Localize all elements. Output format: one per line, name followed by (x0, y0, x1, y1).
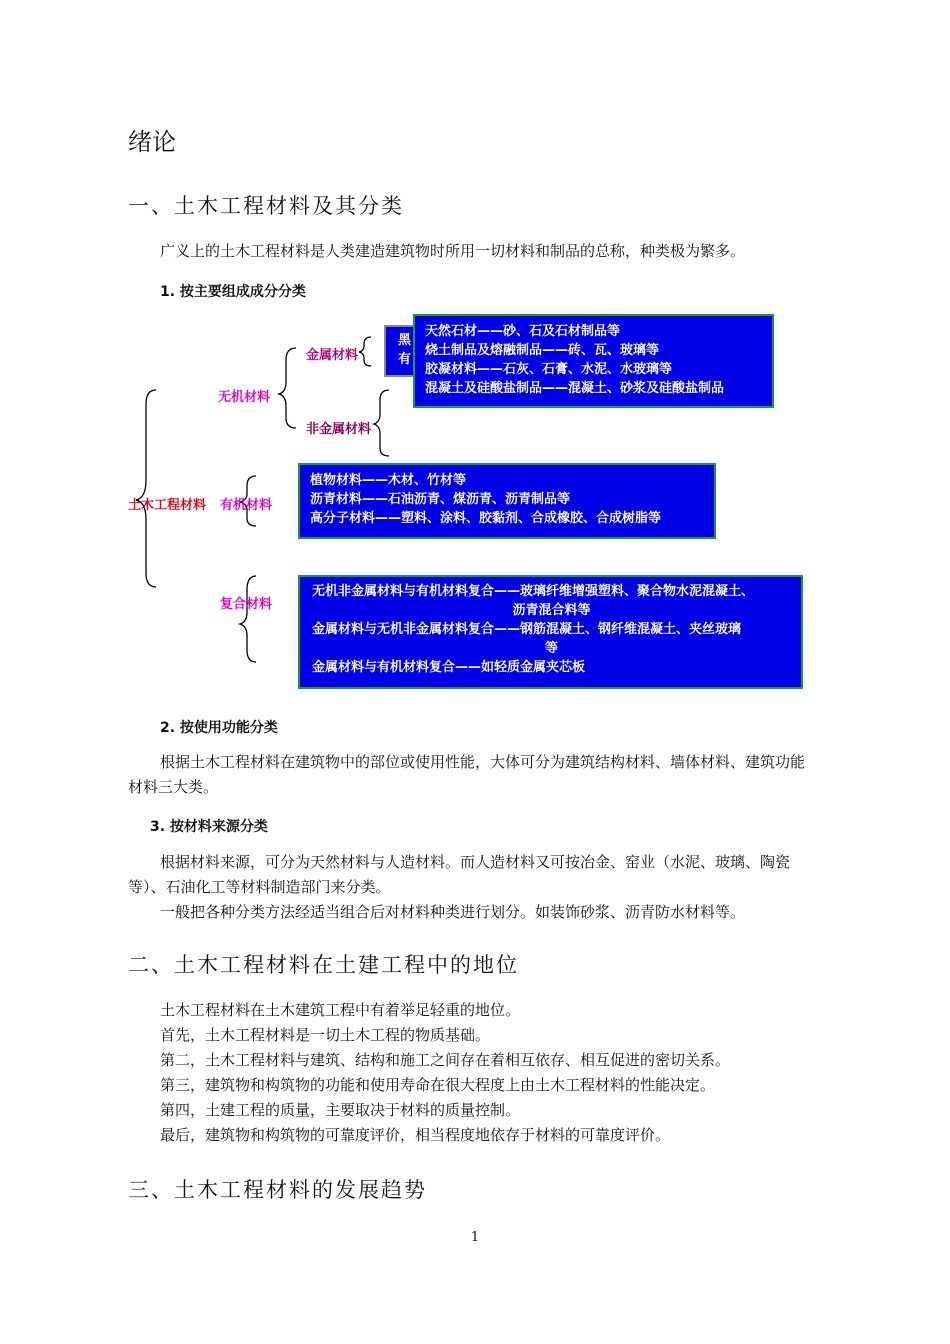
inorganic-brace (279, 348, 296, 428)
box-item: 天然石材——砂、石及石材制品等 (425, 324, 621, 339)
page-number: 1 (470, 1230, 480, 1245)
label-metal: 金属材料 (306, 348, 359, 363)
label-inorganic: 无机材料 (218, 390, 271, 405)
source-paragraph: 根据材料来源，可分为天然材料与人造材料。而人造材料又可按冶金、窑业（水泥、玻璃、陶瓷等）、石油化工等材料制造部门来分类。 (128, 853, 791, 896)
label-civil-materials: 土木工程材料 (128, 498, 207, 513)
box-item: 金属材料与无机非金属材料复合——钢筋混凝土、钢纤维混凝土、夹丝玻璃 (312, 622, 742, 637)
metal-type-item: 有 (398, 352, 412, 367)
section-2-heading: 二、土木工程材料在土建工程中的地位 (128, 953, 519, 977)
box-item: 金属材料与有机材料复合——如轻质金属夹芯板 (312, 660, 586, 675)
function-paragraph: 根据土木工程材料在建筑物中的部位或使用性能，大体可分为建筑结构材料、墙体材料、建筑功能材料三大类。 (128, 753, 806, 796)
subheading-composition: 1. 按主要组成成分分类 (160, 284, 306, 300)
metal-brace (359, 337, 371, 366)
body-line: 第二，土木工程材料与建筑、结构和施工之间存在着相互依存、相互促进的密切关系。 (160, 1051, 731, 1069)
label-nonmetal: 非金属材料 (306, 422, 372, 437)
organic-materials-box (298, 463, 716, 539)
composite-materials-box (298, 575, 803, 689)
section-1-intro: 广义上的土木工程材料是人类建造建筑物时所用一切材料和制品的总称，种类极为繁多。 (160, 242, 746, 260)
page-title: 绪论 (128, 128, 176, 156)
section-3-heading: 三、土木工程材料的发展趋势 (128, 1178, 427, 1202)
root-brace (136, 390, 156, 587)
body-line: 土木工程材料在土木建筑工程中有着举足轻重的地位。 (160, 1001, 521, 1019)
combination-paragraph: 一般把各种分类方法经适当组合后对材料种类进行划分。如装饰砂浆、沥青防水材料等。 (160, 903, 746, 921)
box-item: 胶凝材料——石灰、石膏、水泥、水玻璃等 (425, 362, 673, 377)
label-composite: 复合材料 (220, 597, 273, 612)
body-line: 第四，土建工程的质量，主要取决于材料的质量控制。 (160, 1101, 521, 1119)
nonmetal-brace (374, 390, 389, 456)
nonmetal-materials-box (413, 314, 774, 408)
box-item: 烧土制品及熔融制品——砖、瓦、玻璃等 (425, 343, 660, 358)
box-item: 混凝土及硅酸盐制品——混凝土、砂浆及硅酸盐制品 (425, 381, 725, 396)
subheading-function: 2. 按使用功能分类 (160, 720, 278, 736)
box-item-continuation: 沥青混合料等 (512, 603, 591, 618)
box-item: 沥青材料——石油沥青、煤沥青、沥青制品等 (310, 492, 571, 507)
section-1-heading: 一、土木工程材料及其分类 (128, 194, 404, 218)
box-item: 无机非金属材料与有机材料复合——玻璃纤维增强塑料、聚合物水泥混凝土、 (312, 584, 755, 599)
body-line: 第三，建筑物和构筑物的功能和使用寿命在很大程度上由土木工程材料的性能决定。 (160, 1076, 716, 1094)
body-line: 首先，土木工程材料是一切土木工程的物质基础。 (160, 1026, 491, 1044)
box-item: 植物材料——木材、竹材等 (310, 473, 467, 488)
metal-types-box (384, 325, 416, 377)
box-item-continuation: 等 (544, 641, 558, 656)
section-2-body (160, 998, 730, 1148)
box-item: 高分子材料——塑料、涂料、胶黏剂、合成橡胶、合成树脂等 (310, 511, 662, 526)
body-line: 最后，建筑物和构筑物的可靠度评价，相当程度地依存于材料的可靠度评价。 (160, 1126, 671, 1144)
label-organic: 有机材料 (220, 498, 273, 513)
metal-type-item: 黑 (398, 333, 412, 348)
composite-brace (240, 576, 256, 662)
subheading-source: 3. 按材料来源分类 (150, 819, 268, 835)
